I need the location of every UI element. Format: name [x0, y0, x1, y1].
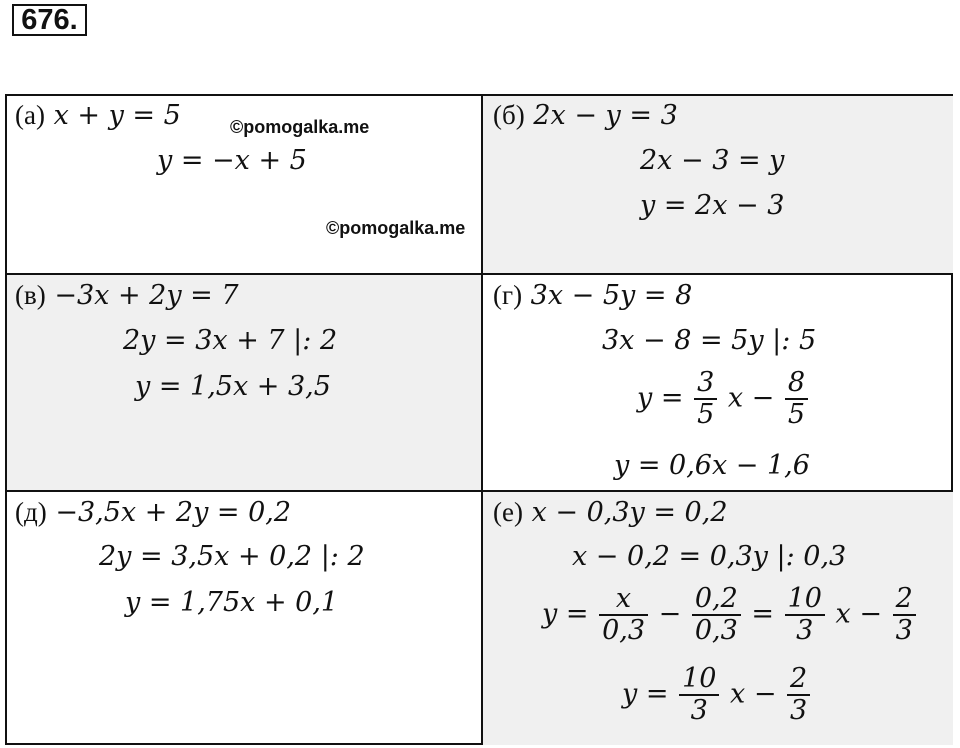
- row-divider-2: [7, 490, 951, 492]
- cell-b-label: (б): [493, 100, 525, 130]
- cell-g-frac2-den: 5: [787, 399, 806, 430]
- cell-a-eq1: x + y = 5: [53, 100, 181, 131]
- cell-e-frac3: [785, 584, 825, 646]
- cell-e-frac5-den: 3: [690, 695, 708, 726]
- problem-number: 676.: [12, 4, 87, 36]
- cell-g-line4: y = 0,6x − 1,6: [614, 450, 810, 481]
- cell-e-frac1-num: x: [599, 584, 648, 616]
- cell-b-eq1: 2x − y = 3: [533, 100, 678, 131]
- watermark-top: ©pomogalka.me: [230, 117, 370, 137]
- cell-b-line1: [493, 100, 678, 131]
- cell-e-op2: =: [751, 598, 774, 630]
- cell-g-line3-prefix: y =: [637, 382, 684, 414]
- cell-d-eq1: −3,5x + 2y = 0,2: [55, 497, 292, 528]
- cell-a-label: (а): [15, 100, 45, 130]
- cell-e-frac1-den: 0,3: [602, 615, 646, 646]
- cell-d-line3: y = 1,75x + 0,1: [125, 587, 339, 618]
- cell-g-line3: [637, 368, 810, 430]
- cell-e-frac4: [893, 584, 916, 646]
- cell-d-line2: 2y = 3,5x + 0,2 |: 2: [99, 541, 365, 572]
- cell-e-frac2-num: 0,2: [692, 584, 741, 616]
- cell-e-frac6-den: 3: [790, 695, 808, 726]
- cell-v-line2: 2y = 3x + 7 |: 2: [123, 325, 338, 356]
- cell-e-frac6-num: 2: [787, 664, 810, 696]
- cell-g-frac1-num: 3: [694, 368, 717, 400]
- cell-e-frac1: [599, 584, 648, 646]
- cell-g-frac1: [694, 368, 717, 430]
- cell-g-line1: [493, 280, 692, 311]
- cell-e-frac4-den: 3: [895, 615, 913, 646]
- cell-e-line3-prefix: y =: [542, 598, 589, 630]
- cell-g-frac2: [785, 368, 808, 430]
- cell-g-eq1: 3x − 5y = 8: [530, 280, 693, 311]
- cell-e-line4: [622, 664, 812, 726]
- cell-v-line3: y = 1,5x + 3,5: [135, 371, 331, 402]
- watermark-bottom: ©pomogalka.me: [326, 218, 466, 238]
- cell-e-frac5-num: 10: [679, 664, 719, 696]
- cell-a-line1: [15, 100, 181, 131]
- cell-e-op3: x −: [835, 598, 882, 630]
- cell-e-line3: [542, 584, 918, 646]
- cell-v-eq1: −3x + 2y = 7: [54, 280, 239, 311]
- cell-g-frac2-num: 8: [785, 368, 808, 400]
- cell-e-frac3-num: 10: [785, 584, 825, 616]
- cell-e-op4: x −: [730, 678, 777, 710]
- cell-g-line2: 3x − 8 = 5y |: 5: [602, 325, 817, 356]
- cell-d-line1: [15, 497, 291, 528]
- cell-e-label: (е): [493, 497, 523, 527]
- cell-b-line2: 2x − 3 = y: [640, 145, 785, 176]
- column-divider: [481, 96, 483, 743]
- cell-v-label: (в): [15, 280, 46, 310]
- cell-v-line1: [15, 280, 239, 311]
- cell-e-eq1: x − 0,3y = 0,2: [531, 497, 728, 528]
- cell-g-line3-mid: x −: [727, 382, 775, 414]
- cell-e-frac2: [692, 584, 741, 646]
- cell-b-line3: y = 2x − 3: [640, 190, 785, 221]
- cell-e-line2: x − 0,2 = 0,3y |: 0,3: [572, 541, 847, 572]
- row-divider-1: [7, 273, 951, 275]
- cell-g-label: (г): [493, 280, 523, 310]
- solution-table: [5, 94, 953, 745]
- cell-g-frac1-den: 5: [697, 399, 715, 430]
- cell-e-frac4-num: 2: [893, 584, 916, 616]
- cell-a-line2: y = −x + 5: [157, 145, 307, 176]
- cell-e-frac3-den: 3: [796, 615, 814, 646]
- cell-e-line1: [493, 497, 728, 528]
- cell-e-op1: −: [658, 598, 682, 630]
- cell-e-frac5: [679, 664, 719, 726]
- cell-e-frac2-den: 0,3: [694, 615, 738, 646]
- cell-e-line4-prefix: y =: [622, 678, 669, 710]
- cell-d-label: (д): [15, 497, 47, 527]
- cell-e-frac6: [787, 664, 810, 726]
